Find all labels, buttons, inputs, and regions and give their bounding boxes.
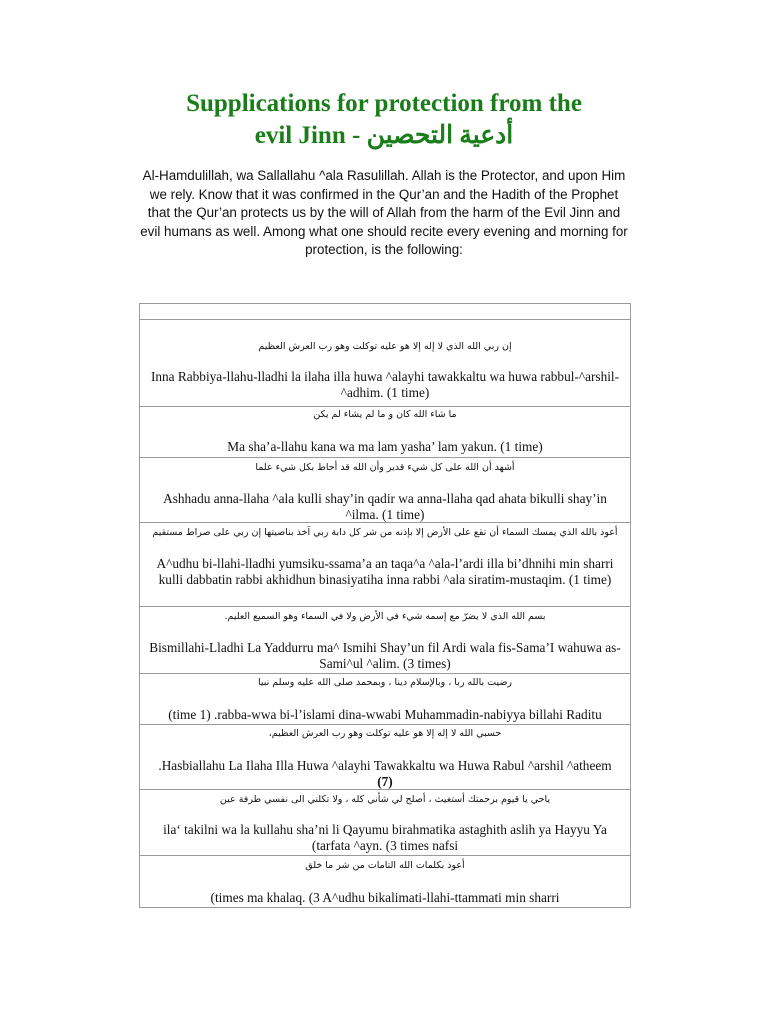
table-row xyxy=(140,457,630,522)
transliteration-text: Ma sha’a-llahu kana wa ma lam yasha’ lam yakun. (1 time) xyxy=(227,439,543,454)
transliteration-text: Bismillahi-Lladhi La Yaddurru ma^ Ismihi Shay’un fil Ardi wala fis-Sama’I wahuwa as-Sami^ul ^alim. (3 times) xyxy=(149,640,621,671)
arabic-text: أشهد أن الله على كل شيء قدير وأن الله قد أحاط بكل شيء علما xyxy=(255,462,515,473)
repeat-count: (7) xyxy=(377,774,393,789)
table-row xyxy=(140,673,630,724)
transliteration-text: ila‘ takilni wa la kullahu sha’ni li Qayumu birahmatika astaghith aslih ya Hayyu Ya (tarfata ^ayn. (3 times nafsi xyxy=(163,822,607,853)
table-row xyxy=(140,724,630,789)
transliteration-text: .Hasbiallahu La Ilaha Illa Huwa ^alayhi Tawakkaltu wa Huwa Rabul ^arshil ^atheem xyxy=(158,758,612,773)
table-row xyxy=(140,522,630,606)
table-row xyxy=(140,789,630,855)
transliteration-text: (time 1) .rabba-wwa bi-l’islami dina-wwabi Muhammadin-nabiyya billahi Raditu xyxy=(168,707,602,722)
arabic-text: بسم الله الذي لا يضرّ مع إسمه شيء في الأرض ولا في السماء وهو السميع العليم. xyxy=(224,611,546,622)
document-title xyxy=(80,88,688,152)
table-row xyxy=(140,606,630,673)
arabic-text: رضيت بالله ربا ، وبالإسلام دينا ، وبمحمد صلى الله عليه وسلم نبيا xyxy=(257,677,512,688)
arabic-text: أعوذ بالله الذي يمسك السماء أن تقع على الأرض إلا بإذنه من شر كل دابة ربي آخذ بناصيتها إن ربي على صراط مستقيم xyxy=(152,527,618,538)
arabic-text: أعوذ بكلمات الله التامات من شر ما خلق xyxy=(305,860,465,871)
arabic-text: ما شاء الله كان و ما لم يشاء لم يكن xyxy=(313,409,457,420)
intro-paragraph: Al-Hamdulillah, wa Sallallahu ^ala Rasulillah. Allah is the Protector, and upon Him we rely. Know that it was confirmed in the Qur’an and the Hadith of the Prophet that the Qur’an protects us by the will of Allah from the harm of the Evil Jinn and evil humans as well. Among what one should recite every evening and morning for protection, is the following: xyxy=(140,168,628,257)
transliteration-text: A^udhu bi-llahi-lladhi yumsiku-ssama’a an taqa^a ^ala-l’ardi illa bi’dhnihi min sharri kulli dabbatin rabbi akhidhun binasiyatiha inna rabbi ^ala siratim-mustaqim. (1 time) xyxy=(156,556,614,587)
arabic-text: ياحي يا قيوم برحمتك أستغيث ، أصلح لي شأني كله ، ولا تكلني الى نفسي طرفة عين xyxy=(219,794,551,805)
transliteration-text: (times ma khalaq. (3 A^udhu bikalimati-llahi-ttammati min sharri xyxy=(210,890,560,905)
title-line-1: Supplications for protection from the xyxy=(186,90,582,117)
table-row xyxy=(140,319,630,406)
arabic-text: حسبي الله لا إله إلا هو عليه توكلت وهو رب العرش العظيم، xyxy=(268,728,502,739)
title-line-2: evil Jinn - أدعية التحصين xyxy=(254,122,514,149)
arabic-text: إن ربي الله الذي لا إله إلا هو عليه توكلت وهو رب العرش العظيم xyxy=(258,341,512,352)
transliteration-text: Ashhadu anna-llaha ^ala kulli shay’in qadir wa anna-llaha qad ahata bikulli shay’in ^ilma. (1 time) xyxy=(163,491,607,522)
table-row xyxy=(140,855,630,907)
supplications-table xyxy=(139,303,631,908)
table-header-row xyxy=(140,304,630,319)
transliteration-text: Inna Rabbiya-llahu-lladhi la ilaha illa huwa ^alayhi tawakkaltu wa huwa rabbul-^arshil-^adhim. (1 time) xyxy=(150,369,620,400)
table-row xyxy=(140,406,630,457)
